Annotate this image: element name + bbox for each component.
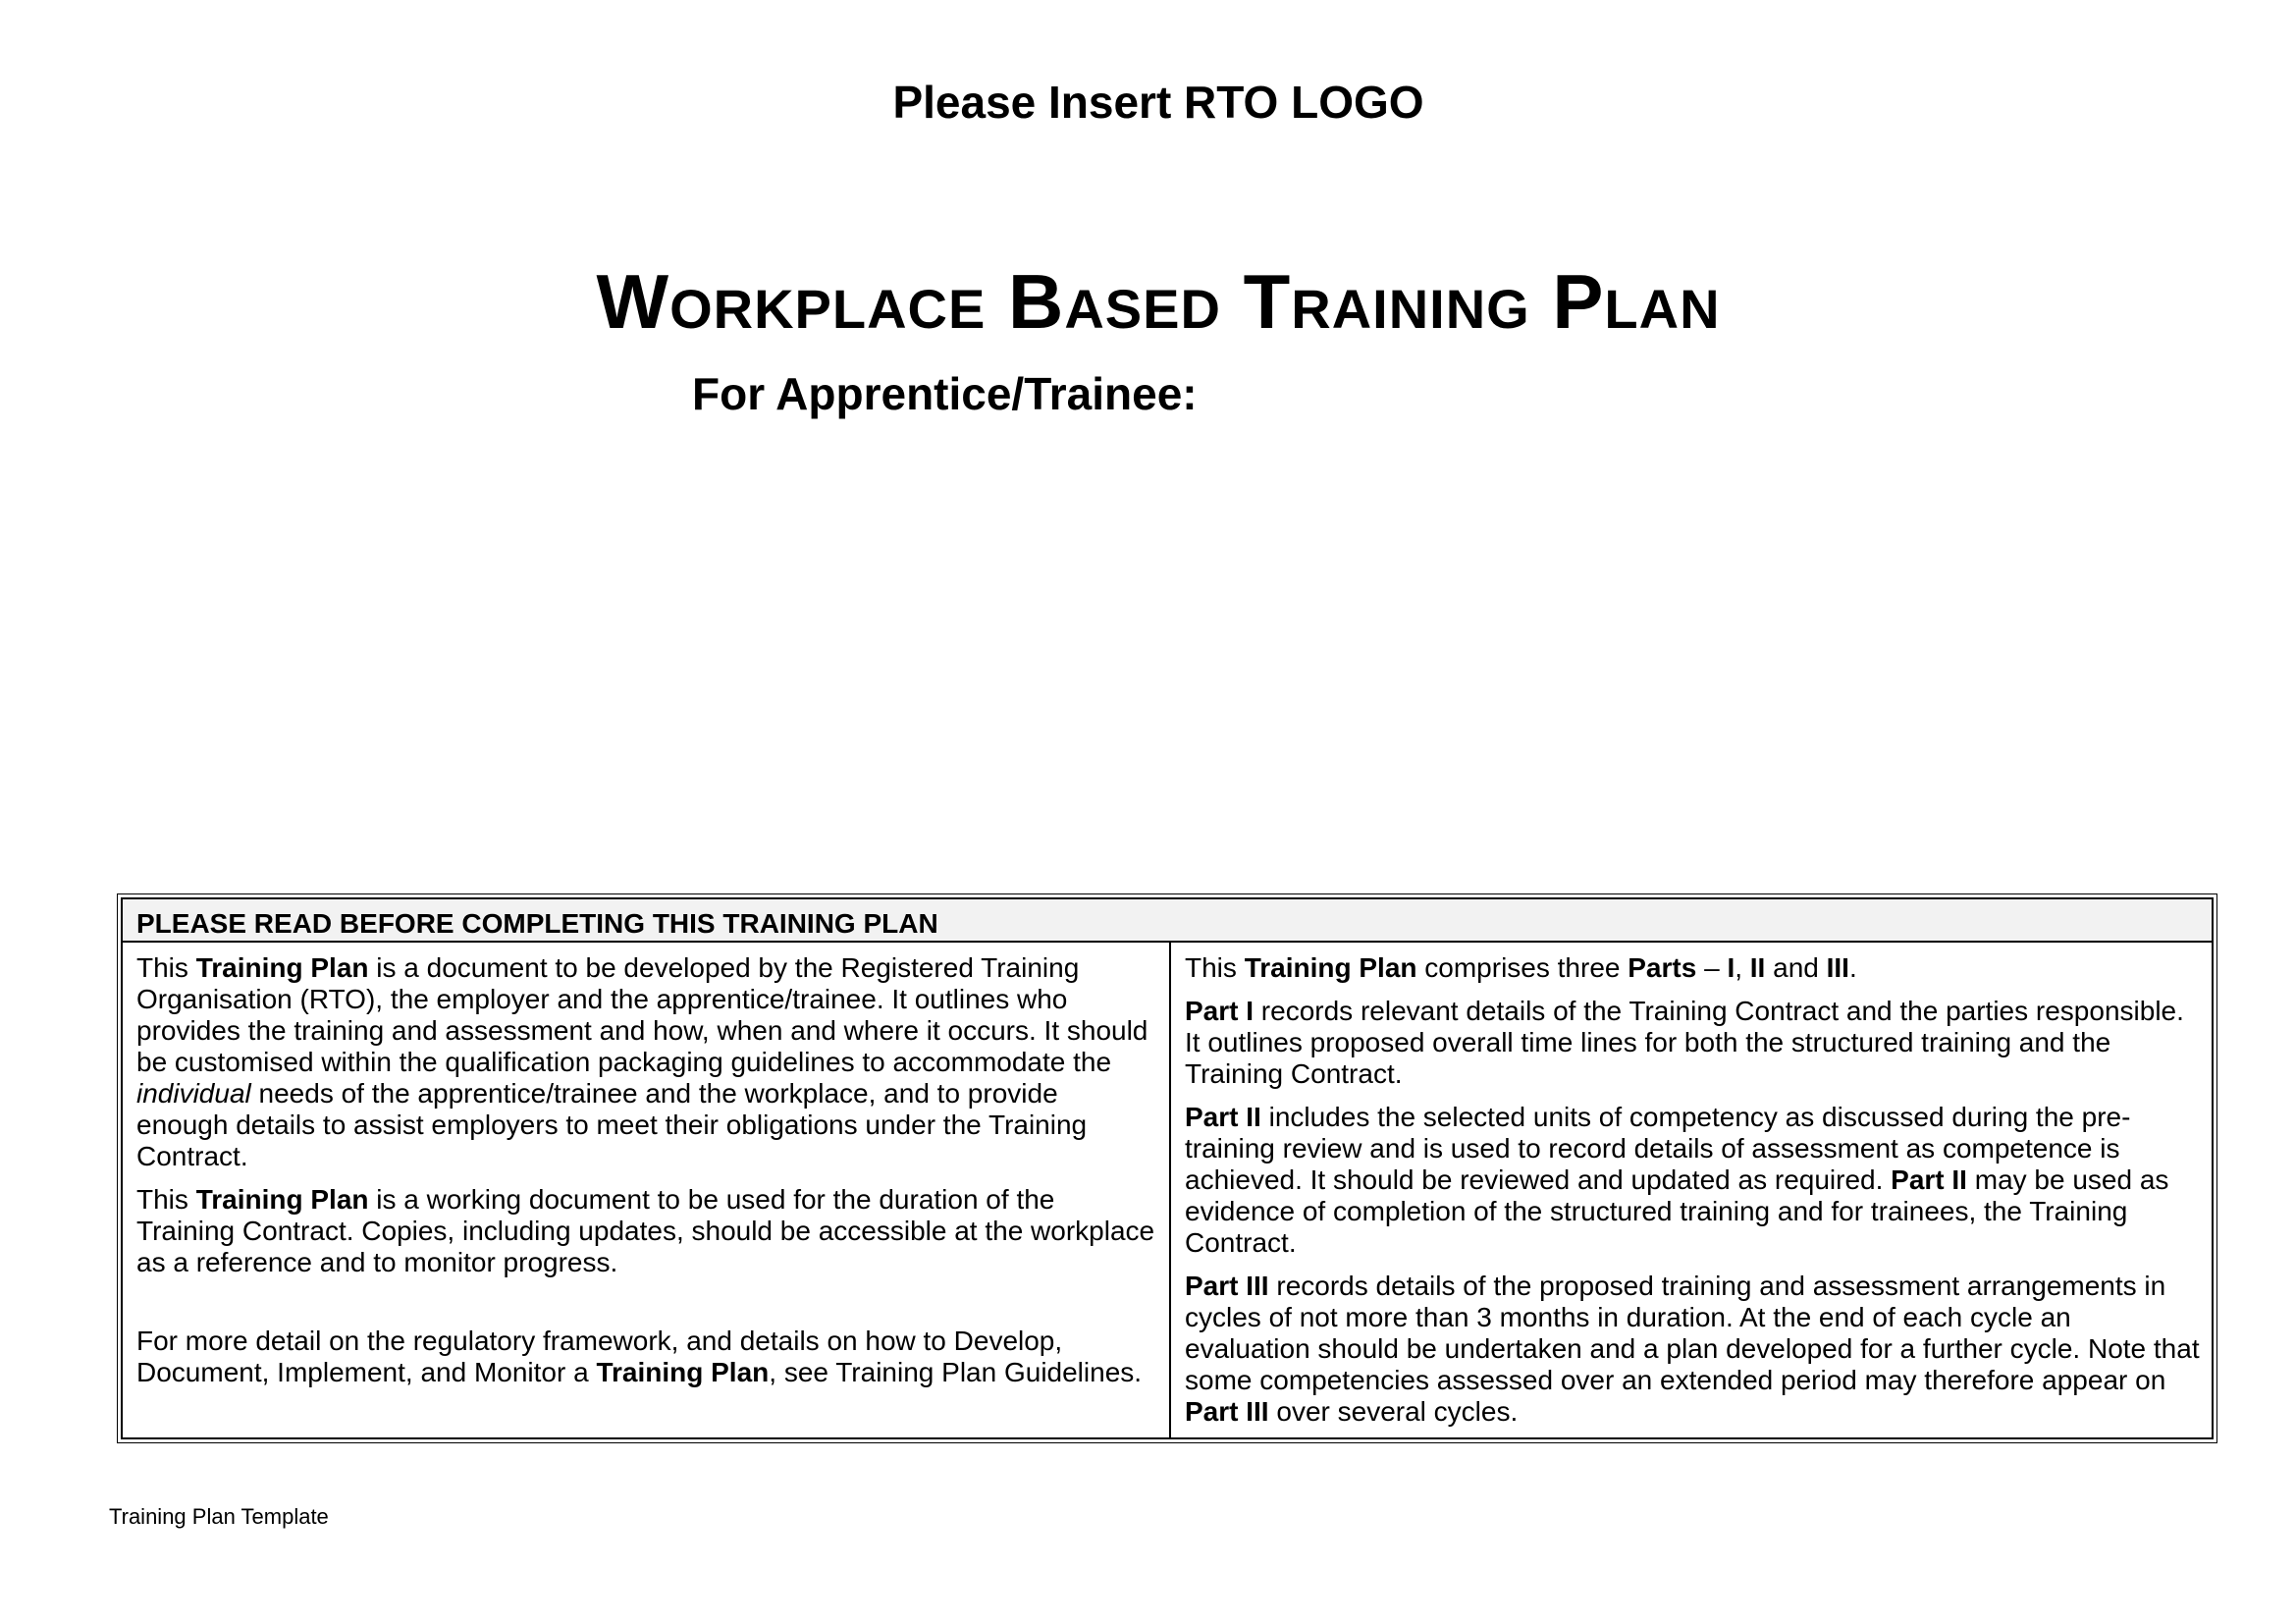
text-run: , see Training Plan Guidelines. — [769, 1357, 1143, 1387]
bold-run: Parts — [1628, 952, 1697, 983]
bold-run: Training Plan — [195, 952, 369, 983]
bold-run: III — [1826, 952, 1849, 983]
bold-run: Part I — [1185, 996, 1255, 1026]
bold-run: Training Plan — [1244, 952, 1417, 983]
bold-run: Part III — [1185, 1271, 1269, 1301]
bold-run: Part III — [1185, 1396, 1269, 1427]
bold-run: II — [1749, 952, 1766, 983]
page-subtitle: For Apprentice/Trainee: — [692, 368, 1198, 419]
right-paragraph-4 — [1185, 1271, 2204, 1428]
text-run: comprises three — [1416, 952, 1629, 983]
page-title — [0, 257, 2296, 353]
text-run: may be used as evidence of completion of the structured training and for trainees, the Training Contract. — [1185, 1164, 2169, 1258]
logo-placeholder: Please Insert RTO LOGO — [892, 77, 1424, 128]
title-smallcaps: LAN — [1604, 278, 1721, 340]
title-letter: W — [596, 258, 670, 345]
text-run: For more detail on the regulatory framework, and details on how to Develop, Document, Implement, and Monitor a — [136, 1326, 1063, 1387]
text-run: and — [1765, 952, 1827, 983]
text-run: . — [1848, 952, 1857, 983]
title-smallcaps: RAINING — [1291, 278, 1530, 340]
title-smallcaps: ASED — [1064, 278, 1221, 340]
text-run: records relevant details of the Training Contract and the parties responsible. It outlines proposed overall time lines for both the structured training and the Training Contract. — [1185, 996, 2184, 1089]
text-run: records details of the proposed training and assessment arrangements in cycles of not more than 3 months in duration. At the end of each cycle an evaluation should be undertaken and a plan developed for a further cycle. Note that some competencies assessed over an extended period may therefore appear on — [1185, 1271, 2200, 1395]
title-smallcaps: ORKPLACE — [669, 278, 987, 340]
italic-run: individual — [136, 1078, 251, 1109]
notice-right-column — [1171, 943, 2212, 1437]
bold-run: Training Plan — [195, 1184, 369, 1215]
right-paragraph-2 — [1185, 996, 2204, 1090]
text-run: This — [136, 952, 196, 983]
left-paragraph-2 — [136, 1184, 1155, 1278]
title-letter: T — [1243, 258, 1292, 345]
bold-run: Part II — [1185, 1102, 1261, 1132]
text-run: , — [1735, 952, 1750, 983]
right-paragraph-3 — [1185, 1102, 2204, 1259]
text-run: over several cycles. — [1268, 1396, 1519, 1427]
right-paragraph-1 — [1185, 952, 2204, 984]
notice-left-column — [123, 943, 1171, 1437]
text-run: includes the selected units of competency as discussed during the pre-training review and is used to record details of assessment as competence is achieved. It should be reviewed and updated as required. — [1185, 1102, 2131, 1195]
text-run: needs of the apprentice/trainee and the workplace, and to provide enough details to assist employers to meet their obligations under the Training Contract. — [136, 1078, 1088, 1171]
title-letter: P — [1552, 258, 1605, 345]
bold-run: I — [1727, 952, 1735, 983]
notice-table-frame — [121, 897, 2214, 1439]
notice-columns — [123, 943, 2212, 1437]
bold-run: Part II — [1891, 1164, 1967, 1195]
notice-heading: PLEASE READ BEFORE COMPLETING THIS TRAINING PLAN — [123, 899, 2212, 943]
text-run: This — [136, 1184, 196, 1215]
left-paragraph-3 — [136, 1326, 1155, 1388]
left-paragraph-1 — [136, 952, 1155, 1172]
text-run: – — [1696, 952, 1728, 983]
title-letter: B — [1008, 258, 1065, 345]
text-run: This — [1185, 952, 1245, 983]
footer-label: Training Plan Template — [109, 1504, 329, 1529]
notice-table — [117, 893, 2217, 1443]
bold-run: Training Plan — [596, 1357, 770, 1387]
text-run: is a document to be developed by the Registered Training Organisation (RTO), the employer and the apprentice/trainee. It outlines who provides the training and assessment and how, when and where it occurs. It should be customised within the qualification packaging guidelines to accommodate the — [136, 952, 1148, 1077]
text-run: is a working document to be used for the duration of the Training Contract. Copies, including updates, should be accessible at the workplace as a reference and to monitor progress. — [136, 1184, 1155, 1277]
